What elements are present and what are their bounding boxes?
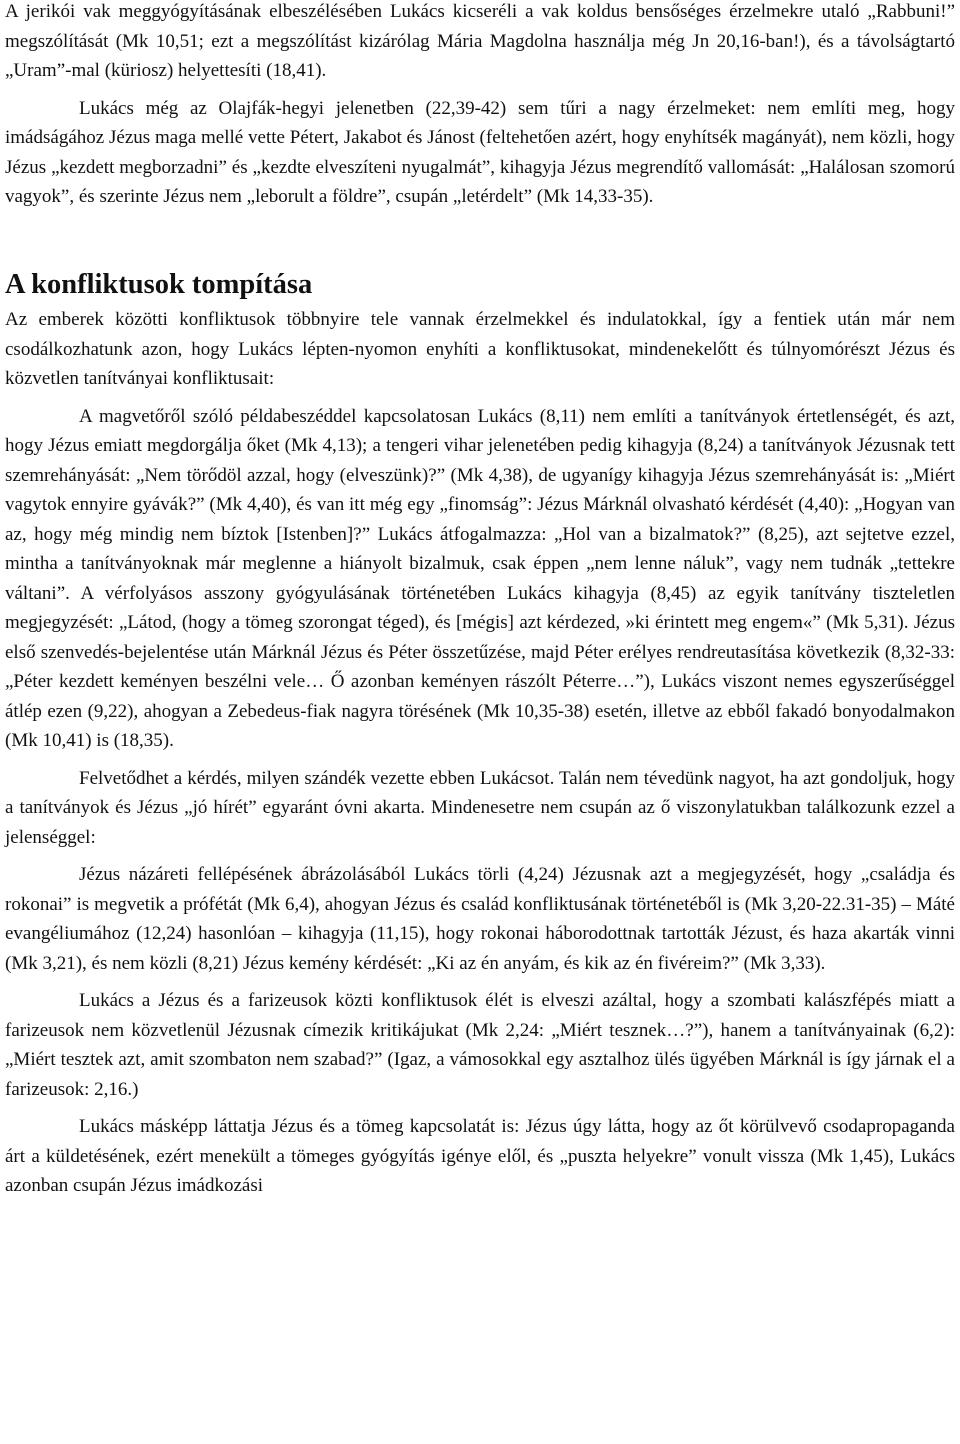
paragraph-intro-conflicts: Az emberek közötti konfliktusok többnyire tele vannak érzelmekkel és indulatokkal, így a fentiek után már nem csodálkozhatunk azon, hogy Lukács lépten-nyomon enyhíti a konfliktusokat, mindenekelőtt és túlnyomórészt Jézus és közvetlen tanítványai konfliktusait: [5, 309, 955, 389]
paragraph-pharisees: Lukács a Jézus és a farizeusok közti konfliktusok élét is elveszi azáltal, hogy a szombati kalászfépés miatt a farizeusok nem közvetlenül Jézusnak címezik kritikájukat (Mk 2,24: „Miért tesznek…?”), hanem a tanítványainak (6,2): „Miért tesztek azt, amit szombaton nem szabad?” (Igaz, a vámosokkal egy asztalhoz ülés ügyében Márknál is így járnak el a farizeusok: 2,16.) [5, 990, 955, 1100]
paragraph-olive-mount: Lukács még az Olajfák-hegyi jelenetben (22,39-42) sem tűri a nagy érzelmeket: nem említi meg, hogy imádságához Jézus maga mellé vette Pétert, Jakabot és Jánost (feltehetően azért, hogy enyhítsék magányát), nem közli, hogy Jézus „kezdett megborzadni” és „kezdte elveszíteni nyugalmát”, kihagyja Jézus megrendítő vallomását: „Halálosan szomorú vagyok”, és szerinte Jézus nem „leborult a földre”, csupán „letérdelt” (Mk 14,33-35). [5, 97, 955, 207]
paragraph-question-intent: Felvetődhet a kérdés, milyen szándék vezette ebben Lukácsot. Talán nem tévedünk nagyot, ha azt gondoljuk, hogy a tanítványok és Jézus „jó hírét” egyaránt óvni akarta. Mindenesetre nem csupán az ő viszonylatukban találkozunk ezzel a jelenséggel: [5, 767, 955, 848]
paragraph-jericho-blind: A jerikói vak meggyógyításának elbeszélésében Lukács kicseréli a vak koldus bensőséges érzelmekre utaló „Rabbuni!” megszólítását (Mk 10,51; ezt a megszólítást kizárólag Mária Magdolna használja még Jn 20,16-ban!), és a távolságtartó „Uram”-mal (küriosz) helyettesíti (18,41). [5, 1, 955, 81]
paragraph-crowd: Lukács másképp láttatja Jézus és a tömeg kapcsolatát is: Jézus úgy látta, hogy az őt körülvevő csodapropaganda árt a küldetésének, ezért menekült a tömeges gyógyítás igénye elől, és „puszta helyekre” vonult vissza (Mk 1,45), Lukács azonban csupán Jézus imádkozási [5, 1116, 955, 1196]
paragraph-sower-storm: A magvetőről szóló példabeszéddel kapcsolatosan Lukács (8,11) nem említi a tanítványok értetlenségét, és azt, hogy Jézus emiatt megdorgálja őket (Mk 4,13); a tengeri vihar jelenetében pedig kihagyja (8,24) a tanítványok Jézusnak tett szemrehányását: „Nem törődöl azzal, hogy (elveszünk)?” (Mk 4,38), de ugyanígy kihagyja Jézus szemrehányását is: „Miért vagytok ennyire gyávák?” (Mk 4,40), és van itt még egy „finomság”: Jézus Márknál olvasható kérdését (4,40): „Hogyan van az, hogy még mindig nem bíztok [Istenben]?” Lukács átfogalmazza: „Hol van a bizalmatok?” (8,25), azt sejtetve ezzel, mintha a tanítványoknak már meglenne a hiányolt bizalmuk, csak éppen „nem lenne náluk”, vagy nem tudnák „tettekre váltani”. A vérfolyásos asszony gyógyulásának történetében Lukács kihagyja (8,45) az egyik tanítvány tiszteletlen megjegyzését: „Látod, (hogy a tömeg szorongat téged), és [mégis] azt kérdezed, »ki érintett meg engem«” (Mk 5,31). Jézus első szenvedés-bejelentése után Márknál Jézus és Péter összetűzése, majd Péter erélyes rendreutasítása következik (8,32-33: „Péter kezdett keményen beszélni vele… Ő azonban keményen rászólt Péterre…”), Lukács viszont nemes egyszerűséggel átlép ezen (9,22), ahogyan a Zebedeus-fiak nagyra törésének (Mk 10,35-38) esetén, illetve az ebből fakadó bonyodalmakon (Mk 10,41) is (18,35). [5, 405, 955, 751]
paragraph-nazareth: Jézus názáreti fellépésének ábrázolásából Lukács törli (4,24) Jézusnak azt a megjegyzését, hogy „családja és rokonai” is megvetik a prófétát (Mk 6,4), ahogyan Jézus és család konfliktusának történetéből is (Mk 3,20-22.31-35) – Máté evangéliumához (12,24) hasonlóan – kihagyja (11,15), hogy rokonai háborodottnak tartották Jézust, és haza akarták vinni (Mk 3,21), és nem közli (8,21) Jézus kemény kérdését: „Ki az én anyám, és kik az én fivéreim?” (Mk 3,33). [5, 864, 955, 974]
section-heading: A konfliktusok tompítása [5, 268, 313, 300]
document-page [5, 0, 955, 1201]
